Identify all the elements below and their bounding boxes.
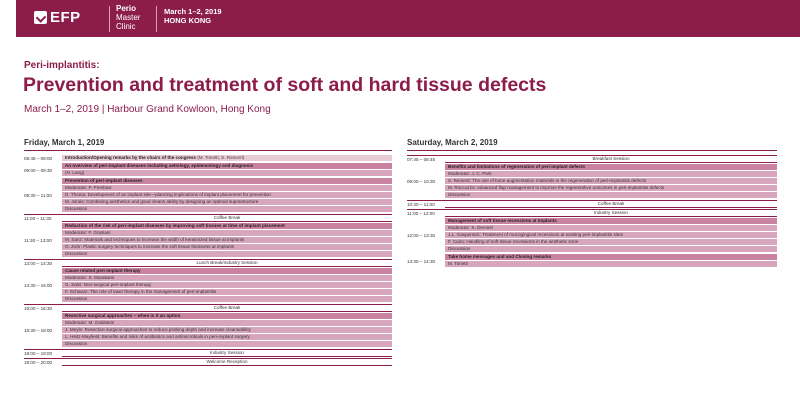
session-detail xyxy=(62,341,392,348)
schedule-row xyxy=(24,178,392,213)
break-item xyxy=(445,201,777,208)
line-text: D. Thoma: Development of an implant site—planning implications of implant placement for prevention xyxy=(65,192,271,197)
day-column-friday xyxy=(24,138,392,367)
session-block xyxy=(445,254,777,268)
time-slot: 09:00 – 10:30 xyxy=(407,179,436,184)
session-detail xyxy=(445,239,777,246)
time-slot: 07:45 – 08:45 xyxy=(407,157,436,162)
session-title xyxy=(62,268,392,275)
schedule-list xyxy=(24,155,392,366)
session-detail xyxy=(62,237,392,244)
session-title xyxy=(62,223,392,230)
clinic-line: Master xyxy=(116,13,141,22)
line-text: Discussion xyxy=(65,341,88,346)
session-detail xyxy=(62,334,392,341)
time-slot: 13:30 – 14:30 xyxy=(407,258,436,264)
session-detail xyxy=(445,192,777,199)
session-detail xyxy=(445,225,777,232)
session-detail xyxy=(445,178,777,185)
line-text: Lunch Break/Industry Session xyxy=(196,260,258,265)
logo-text: EFP xyxy=(50,9,81,26)
schedule-row xyxy=(407,164,777,199)
line-text: Take home messages and and Closing remarks xyxy=(448,254,552,259)
day-column-saturday xyxy=(407,138,777,269)
session-detail xyxy=(62,282,392,289)
clinic-name xyxy=(116,4,140,31)
session-detail xyxy=(62,230,392,237)
schedule-row xyxy=(407,209,777,217)
session-detail xyxy=(62,192,392,199)
line-text: Moderator: S. Murakami xyxy=(65,275,115,280)
session-title xyxy=(445,218,777,225)
day-heading: Saturday, March 2, 2019 xyxy=(407,138,777,151)
session-block xyxy=(62,155,392,162)
line-text: Prevention of peri-implant diseases xyxy=(65,178,143,183)
line-text: Breakfast Session xyxy=(592,156,630,161)
line-text: S. Renvert: The use of bone augmentation materials in the regeneration of peri-implantitis defects xyxy=(448,178,647,183)
session-block xyxy=(445,218,777,253)
line-text: G. Salvi: Non-surgical peri-implant therapy xyxy=(65,282,152,287)
day-heading: Friday, March 1, 2019 xyxy=(24,138,392,151)
session-detail xyxy=(62,296,392,303)
line-text: Moderator: J. C. Park xyxy=(448,171,492,176)
session-detail xyxy=(445,185,777,192)
line-text: M. Roccuzzo: Advanced flap management to improve the regenerative outcomes in peri-implantitis defects xyxy=(448,185,665,190)
schedule-row xyxy=(24,223,392,258)
time-slot: 10:30 – 11:00 xyxy=(407,202,435,207)
schedule-row xyxy=(24,358,392,366)
session-detail xyxy=(62,199,392,206)
line-text: O. Zuhr: Plastic surgery techniques to increase the soft tissue thickness at implants xyxy=(65,244,235,249)
line-text: Introduction/Opening remarks by the chairs of the congress xyxy=(65,155,196,160)
efp-logo-icon xyxy=(34,11,47,24)
venue-dateline: March 1–2, 2019 | Harbour Grand Kowloon, Hong Kong xyxy=(24,104,271,115)
break-item xyxy=(62,260,392,267)
line-text: J. Meyle: Resective surgical approaches to reduce probing depth and increase cleansability xyxy=(65,327,251,332)
schedule-row xyxy=(24,155,392,162)
session-title xyxy=(62,215,392,222)
line-text: M. Tonetti xyxy=(448,261,468,266)
schedule-row xyxy=(24,349,392,357)
page-subtitle: Peri-implantitis: xyxy=(24,60,100,71)
session-detail xyxy=(62,206,392,213)
session-block xyxy=(62,163,392,177)
line-text: Discussion xyxy=(65,206,88,211)
session-title xyxy=(62,163,392,170)
session-title xyxy=(445,254,777,261)
line-text: (N. Lang) xyxy=(65,170,85,175)
line-text: Moderator: K. Demirel xyxy=(448,225,493,230)
line-text: Coffee Break xyxy=(597,201,625,206)
session-detail xyxy=(62,170,392,177)
time-slot: 16:30 – 18:00 xyxy=(24,328,53,333)
schedule-row xyxy=(24,259,392,267)
session-title xyxy=(62,178,392,185)
line-text: Discussion xyxy=(65,296,88,301)
session-title xyxy=(445,210,777,217)
session-detail xyxy=(445,232,777,239)
session-block xyxy=(62,178,392,213)
break-item xyxy=(62,305,392,312)
time-slot: 14:30 – 16:00 xyxy=(24,283,53,288)
session-block xyxy=(445,164,777,199)
time-slot: 19:00 – 20:00 xyxy=(24,360,53,365)
session-title xyxy=(62,359,392,366)
efp-logo[interactable] xyxy=(34,9,81,26)
break-item xyxy=(445,210,777,217)
session-title xyxy=(62,313,392,320)
page-title: Prevention and treatment of soft and hard tissue defects xyxy=(23,74,547,96)
line-text: J.L. Gaspersick: Treatment of mucogingival recessions at existing peri-implantitis sites xyxy=(448,232,623,237)
session-title xyxy=(62,155,392,162)
session-detail xyxy=(62,185,392,192)
line-text: Discussion xyxy=(448,192,471,197)
line-text: F. Schwarz: The role of laser therapy in the management of peri-implantitis xyxy=(65,289,217,294)
header-divider xyxy=(156,6,157,32)
session-detail xyxy=(62,251,392,258)
line-text: Management of soft tissue recessions at implants xyxy=(448,218,557,223)
line-text: Discussion xyxy=(65,251,88,256)
line-text: Coffee Break xyxy=(213,215,241,220)
session-detail xyxy=(445,246,777,253)
schedule-row xyxy=(24,214,392,222)
time-slot: 08:45 – 09:00 xyxy=(24,156,53,161)
schedule-row xyxy=(407,200,777,208)
session-title xyxy=(445,164,777,171)
time-slot: 11:30 – 13:00 xyxy=(24,238,52,243)
clinic-line: Perio xyxy=(116,4,137,13)
schedule-row xyxy=(24,313,392,348)
time-slot: 11:00 – 11:30 xyxy=(24,216,52,221)
line-text: Discussion xyxy=(448,246,471,251)
break-item xyxy=(445,156,777,163)
header-bar xyxy=(16,0,800,37)
time-slot: 12:00 – 13:30 xyxy=(407,233,436,238)
event-city: HONG KONG xyxy=(164,16,212,25)
schedule-row xyxy=(24,163,392,177)
line-text: Industry Session xyxy=(210,350,244,355)
time-slot: 11:00 – 12:00 xyxy=(407,211,435,216)
break-item xyxy=(62,215,392,222)
session-title xyxy=(62,260,392,267)
line-text: Moderator: F. Graziani xyxy=(65,230,111,235)
line-text: M. Sanz: Materials and techniques to increase the width of keratinized tissue at implants xyxy=(65,237,245,242)
line-text: Cause related peri-implant therapy xyxy=(65,268,141,273)
line-text: Moderator: M. Goldstein xyxy=(65,320,115,325)
session-block xyxy=(62,268,392,303)
schedule-row xyxy=(407,254,777,268)
time-slot: 09:00 – 09:30 xyxy=(24,167,53,173)
time-slot: 13:00 – 14:30 xyxy=(24,261,53,266)
schedule-row xyxy=(24,304,392,312)
schedule-row xyxy=(24,268,392,303)
line-text: Resective surgical approaches – when is it an option xyxy=(65,313,181,318)
schedule-list xyxy=(407,155,777,268)
session-block xyxy=(62,313,392,348)
line-text: Industry Session xyxy=(594,210,628,215)
session-detail xyxy=(62,244,392,251)
session-detail xyxy=(62,275,392,282)
line-text: Reduction of the risk of peri-implant diseases by improving soft tissues at time of implant placement xyxy=(65,223,285,228)
session-detail xyxy=(62,320,392,327)
line-text: Coffee Break xyxy=(213,305,241,310)
time-slot: 18:00 – 19:00 xyxy=(24,351,53,356)
line-text: An overview of peri-implant diseases including aetiology, epidemiology and diagnosis xyxy=(65,163,254,168)
event-info xyxy=(164,7,222,25)
session-detail xyxy=(62,327,392,334)
line-text: Welcome Reception xyxy=(206,359,248,364)
session-detail xyxy=(445,171,777,178)
session-title xyxy=(445,156,777,163)
break-item xyxy=(62,350,392,357)
line-text: Benefits and limitations of regeneration of peri-implant defects xyxy=(448,164,586,169)
time-slot: 09:30 – 11:00 xyxy=(24,193,52,198)
line-text: M. Jonás: Combining aesthetics and good cleans ability by designing an optimal suprastructure xyxy=(65,199,259,204)
line-text: L. Heitz-Mayfield: Benefits and risks of antibiotics and antimicrobials in peri-implant surgery xyxy=(65,334,250,339)
schedule-row xyxy=(407,155,777,163)
schedule-row xyxy=(407,218,777,253)
time-slot: 16:00 – 16:30 xyxy=(24,306,53,311)
speakers: (M. Tonetti, S. Renvert) xyxy=(195,155,245,160)
session-title xyxy=(62,305,392,312)
break-item xyxy=(62,359,392,366)
event-date: March 1–2, 2019 xyxy=(164,7,222,16)
session-title xyxy=(62,350,392,357)
session-title xyxy=(445,201,777,208)
header-divider xyxy=(109,6,110,32)
session-detail xyxy=(62,289,392,296)
line-text: F. Cairo: Handling of soft tissue recessions in the aesthetic zone xyxy=(448,239,579,244)
session-block xyxy=(62,223,392,258)
session-detail xyxy=(445,261,777,268)
clinic-line: Clinic xyxy=(116,22,136,31)
line-text: Moderator: P. Preshaw xyxy=(65,185,112,190)
